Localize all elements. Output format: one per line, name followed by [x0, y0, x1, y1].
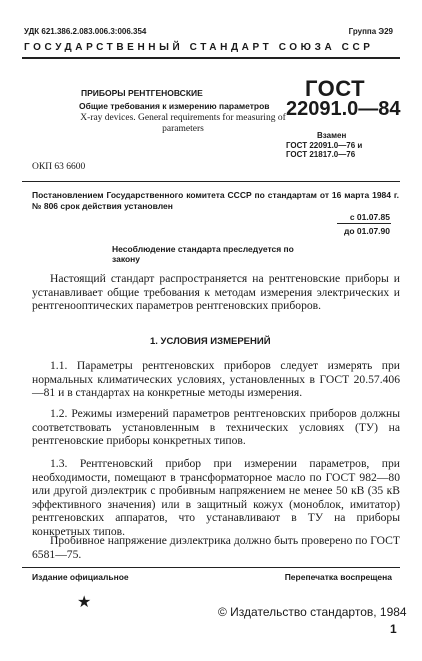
validity-divider: [337, 223, 391, 224]
bottom-rule: [22, 567, 400, 568]
validity-from: с 01.07.85: [349, 212, 390, 222]
official-edition-label: Издание официальное: [32, 572, 129, 582]
reprint-prohibited-label: Перепечатка воспрещена: [284, 572, 392, 582]
paragraph-1-3: 1.3. Рентгеновский прибор при измерении параметров, при необходимости, помещают в трансформаторное масло по ГОСТ 982—80 или другой диэлектрик с пробивным напряжением не менее 50 кВ (35 кВ эффективного значения) или в защитный кожух (моноблок, имитатор) рентгеновских аппаратов, что устанавливают в ТУ на приборы конкретных типов.: [32, 457, 400, 538]
page-number: 1: [390, 622, 397, 636]
publisher-line: © Издательство стандартов, 1984: [218, 605, 407, 619]
gost-label: ГОСТ: [305, 76, 366, 101]
state-standard-heading: ГОСУДАРСТВЕННЫЙ СТАНДАРТ СОЮЗА ССР: [24, 42, 374, 53]
title-ru-line1: ПРИБОРЫ РЕНТГЕНОВСКИЕ: [81, 88, 203, 98]
section-heading: 1. УСЛОВИЯ ИЗМЕРЕНИЙ: [150, 336, 271, 347]
udk-code: УДК 621.386.2.083.006.3:006.354: [24, 27, 147, 36]
middle-rule: [22, 181, 400, 182]
star-icon: ★: [77, 594, 92, 611]
title-ru-line2: Общие требования к измерению параметров: [79, 101, 270, 111]
paragraph-1-4: Пробивное напряжение диэлектрика должно быть проверено по ГОСТ 6581—75.: [32, 534, 400, 561]
paragraph-1-2: 1.2. Режимы измерений параметров рентгеновских приборов должны соответствовать установленным в технических условиях (ТУ) на рентгеновские приборы конкретных типов.: [32, 407, 400, 447]
paragraph-1-1: 1.1. Параметры рентгеновских приборов следует измерять при нормальных климатических условиях, установленных в ГОСТ 20.57.406—81 и в стандартах на конкретные методы измерения.: [32, 359, 400, 399]
group-code: Группа Э29: [348, 27, 393, 36]
okp-code: ОКП 63 6600: [32, 162, 86, 172]
intro-paragraph: Настоящий стандарт распространяется на рентгеновские приборы и устанавливает общие требования к методам измерения электрических и рентгенооптических параметров рентгеновских приборов.: [32, 272, 400, 312]
validity-to: до 01.07.90: [343, 226, 390, 236]
gost-number: 22091.0—84: [286, 98, 401, 120]
replaces-line-1: ГОСТ 22091.0—76 и: [286, 141, 363, 150]
top-rule: [22, 57, 400, 59]
replaces-line-2: ГОСТ 21817.0—76: [286, 150, 356, 159]
decree-text: Постановлением Государственного комитета СССР по стандартам от 16 марта 1984 г. № 806 срок действия установлен: [32, 190, 399, 211]
title-en: X-ray devices. General requirements for measuring of parameters: [80, 113, 286, 134]
noncompliance-notice: Несоблюдение стандарта преследуется по закону: [112, 244, 294, 264]
replaces-label: Взамен: [317, 131, 347, 140]
